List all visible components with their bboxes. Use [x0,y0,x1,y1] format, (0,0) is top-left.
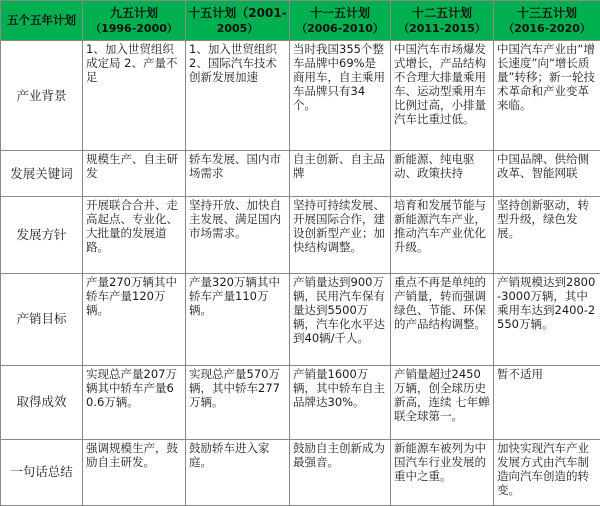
table-cell: 产量320万辆其中轿车产量110万辆。 [186,273,290,365]
table-cell: 中国品牌、供给侧改革、智能网联 [494,151,600,197]
table-row [1,273,600,365]
plan-name: 九五计划 [109,5,158,20]
plan-name: 十二五计划 [411,5,472,20]
table-cell: 坚持可持续发展、开展国际合作，建设创新型产业；加快结构调整。 [290,197,391,273]
table-cell: 规模生产、自主研发 [83,151,186,197]
table-cell: 产销规模达到2800-3000万辆，其中乘用车达到2400-2550万辆。 [494,273,600,365]
table-cell: 中国汽车市场爆发式增长，产品结构不合理大排量乘用车、运动型乘用车比例过高，小排量汽车比重过低。 [391,41,494,151]
plan-years: （1996-2000） [90,21,178,35]
table-cell: 实现总产量570万辆，其中轿车277万辆。 [186,365,290,439]
corner-header: 五个五年计划 [1,1,83,41]
row-label: 发展关键词 [1,151,83,197]
table-cell: 培育和发展节能与新能源汽车产业，推动汽车产业优化升级。 [391,197,494,273]
table-cell: 加快实现汽车产业发展方式由汽车制造向汽车创造的转变。 [494,439,600,505]
table-row [1,365,600,439]
table-cell: 中国汽车产业由“增长速度”向“增长质量”转移；新一轮技术革命和产业变革来临。 [494,41,600,151]
table-cell: 当时我国355个整车品牌中69%是商用车，自主乘用车品牌只有34个。 [290,41,391,151]
table-cell: 轿车发展、国内市场需求 [186,151,290,197]
table-cell: 坚持开放、加快自主发展、满足国内市场需求。 [186,197,290,273]
row-label: 取得成效 [1,365,83,439]
table-cell: 实现总产量207万辆其中轿车产量60.6万辆。 [83,365,186,439]
plan-header [186,1,290,41]
table-cell: 1、加入世贸组织 2、国际汽车技术创新发展加速 [186,41,290,151]
plan-name: 十一五计划 [309,5,370,20]
table-cell: 坚持创新驱动，转型升级，绿色发展。 [494,197,600,273]
table-cell: 产销量1600万辆，其中轿车自主品牌达30%。 [290,365,391,439]
row-label: 产销目标 [1,273,83,365]
row-label: 产业背景 [1,41,83,151]
table-row [1,439,600,505]
table-cell: 产量270万辆其中轿车产量120万辆。 [83,273,186,365]
table-cell: 鼓励自主创新成为最强音。 [290,439,391,505]
plan-years: （2011-2015） [398,21,486,35]
table-cell: 产销量超过2450万辆，创全球历史新高，连续 七年蝉联全球第一。 [391,365,494,439]
table-row [1,197,600,273]
table-cell: 强调规模生产，鼓励自主研发。 [83,439,186,505]
table-cell: 鼓励轿车进入家庭。 [186,439,290,505]
table-cell: 1、加入世贸组织成定局 2、产量不足 [83,41,186,151]
table-cell: 产销量达到900万辆，民用汽车保有量达到5500万辆，汽车化水平达到40辆/千人。 [290,273,391,365]
table-cell: 开展联合合并、走高起点、专业化、大批量的发展道路。 [83,197,186,273]
table-cell: 新能源、纯电驱动、政策扶持 [391,151,494,197]
header-row [1,1,600,41]
table-row [1,41,600,151]
plan-header [83,1,186,41]
table-cell: 重点不再是单纯的产销量，转而强调绿色、节能、环保的产品结构调整。 [391,273,494,365]
plan-header [290,1,391,41]
plan-name: 十三五计划 [516,5,577,20]
plan-years: 2005） [216,21,259,35]
row-label: 一句话总结 [1,439,83,505]
plan-header [494,1,600,41]
plan-header [391,1,494,41]
table-cell: 暂不适用 [494,365,600,439]
plan-name: 十五计划（2001- [188,5,287,20]
table-row [1,151,600,197]
plan-years: （2006-2010） [296,21,384,35]
row-label: 发展方针 [1,197,83,273]
table-cell: 新能源车被列为中国汽车行业发展的重中之重。 [391,439,494,505]
table-cell: 自主创新、自主品牌 [290,151,391,197]
plan-years: （2016-2020） [503,21,591,35]
